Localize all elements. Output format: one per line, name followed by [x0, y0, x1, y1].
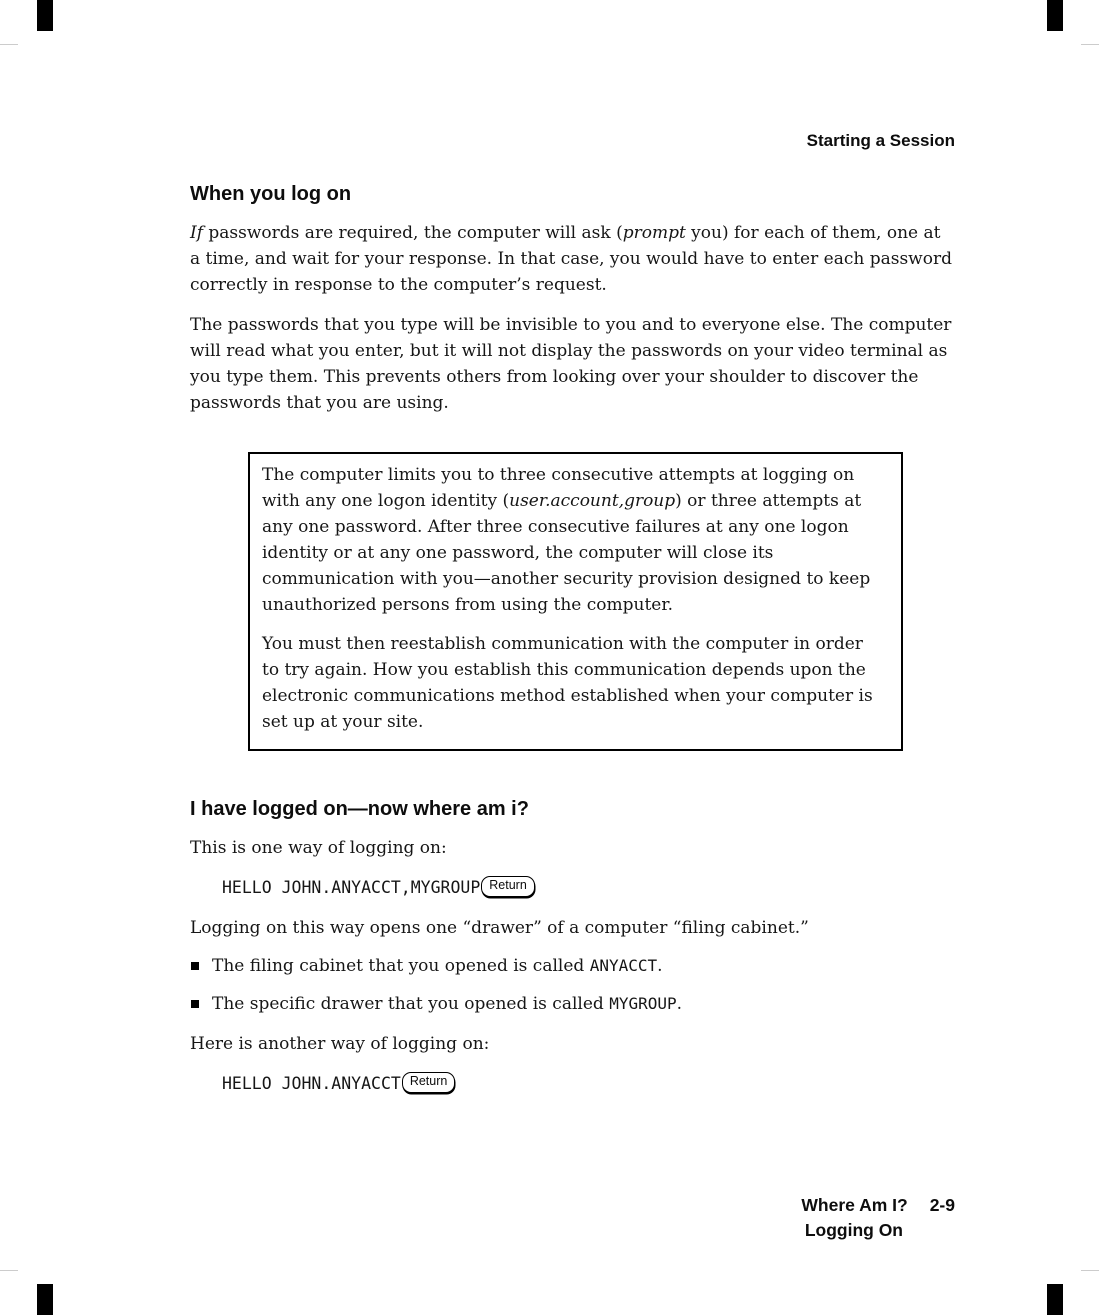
bullet-square-icon — [191, 1000, 199, 1008]
return-key-icon: Return — [481, 876, 535, 897]
crop-tick-top-right — [1081, 44, 1099, 45]
italic-logon-identity: user.account,group — [509, 491, 676, 511]
return-key-icon: Return — [402, 1072, 456, 1093]
bullet-text — [212, 953, 663, 979]
code-mygroup: MYGROUP — [609, 994, 677, 1013]
paragraph-another-way: Here is another way of logging on: — [190, 1034, 490, 1054]
paragraph-segment: The specific drawer that you opened is called — [212, 994, 610, 1014]
running-header: Starting a Session — [806, 131, 955, 150]
italic-prompt: prompt — [622, 223, 686, 243]
bullet-filing-cabinet — [190, 953, 955, 979]
crop-tick-bottom-left — [0, 1270, 18, 1271]
scan-mark-top-left — [37, 0, 53, 31]
scan-mark-top-right — [1047, 0, 1063, 31]
paragraph-segment: you) for each of them, one at a time, and wait for your response. In that case, you would have to enter each password correctly in response to the computer’s request. — [190, 223, 952, 295]
page-footer — [801, 1193, 955, 1243]
paragraph-segment: ) or three attempts at any one password. After three consecutive failures at any one logon identity or at any one password, the computer will close its communication with you—another security provision designed to keep unauthorized persons from using the computer. — [262, 491, 871, 615]
command-line-hello-anyacct — [222, 1070, 955, 1097]
note-paragraph-attempt-limit — [262, 462, 885, 618]
bullet-text — [212, 991, 682, 1017]
paragraph-segment: The filing cabinet that you opened is called — [212, 956, 590, 976]
paragraph-segment: passwords are required, the computer will ask ( — [203, 223, 623, 243]
command-text: HELLO JOHN.ANYACCT — [222, 1074, 401, 1093]
command-text: HELLO JOHN.ANYACCT,MYGROUP — [222, 878, 481, 897]
paragraph-segment: . — [676, 994, 683, 1014]
bullet-specific-drawer — [190, 991, 955, 1017]
paragraph-drawer: Logging on this way opens one “drawer” of a computer “filing cabinet.” — [190, 918, 809, 938]
paragraph-passwords-required — [190, 220, 955, 298]
command-line-hello-mygroup — [222, 874, 955, 901]
bullet-square-icon — [191, 962, 199, 970]
page-content — [190, 0, 955, 1097]
paragraph-segment: . — [657, 956, 663, 976]
scan-mark-bottom-left — [37, 1284, 53, 1315]
paragraph-passwords-invisible: The passwords that you type will be invisible to you and to everyone else. The computer will read what you enter, but it will not display the passwords on your video terminal as you type them. This prevents others from looking over your shoulder to discover the passwords that you are using. — [190, 315, 952, 413]
scan-mark-bottom-right — [1047, 1284, 1063, 1315]
paragraph-one-way: This is one way of logging on: — [190, 838, 447, 858]
section-heading-when-you-log-on: When you log on — [190, 183, 352, 205]
paragraph-segment: The computer limits you to three consecutive attempts at logging on with any one logon identity ( — [262, 465, 855, 511]
note-box-logon-attempts — [248, 452, 903, 751]
italic-if: If — [190, 223, 204, 243]
crop-tick-top-left — [0, 44, 18, 45]
footer-line-2: Logging On — [804, 1220, 903, 1240]
section-heading-where-am-i: I have logged on—now where am i? — [190, 798, 529, 820]
crop-tick-bottom-right — [1081, 1270, 1099, 1271]
code-anyacct: ANYACCT — [589, 956, 658, 975]
page-number: 2-9 — [929, 1195, 955, 1215]
note-paragraph-reestablish: You must then reestablish communication with the computer in order to try again. How you establish this communication depends upon the electronic communications method established when your computer is set up at your site. — [262, 634, 873, 732]
footer-title: Where Am I? — [801, 1195, 908, 1215]
footer-line-1 — [801, 1193, 955, 1218]
